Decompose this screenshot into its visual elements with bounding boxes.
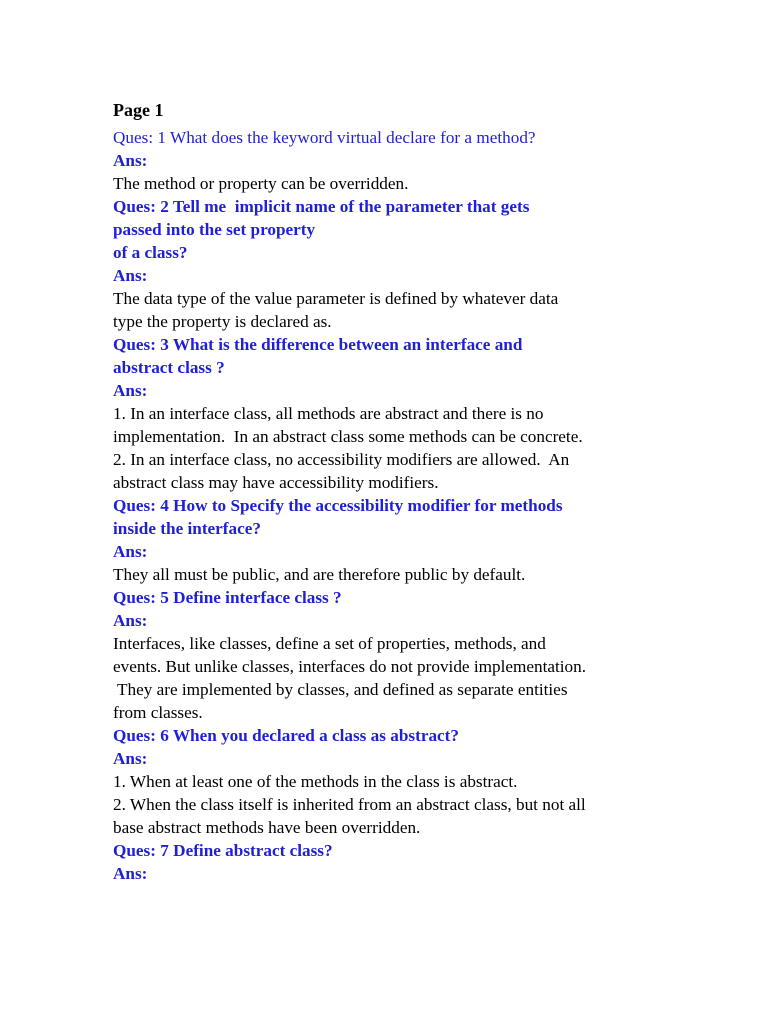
answer-text-line: abstract class may have accessibility modifiers. bbox=[113, 473, 439, 492]
question-line: Ques: 1 What does the keyword virtual declare for a method? bbox=[113, 128, 536, 147]
page-label: Page 1 bbox=[113, 100, 164, 120]
answer-text-line: from classes. bbox=[113, 703, 203, 722]
question-line: Ques: 3 What is the difference between an interface and bbox=[113, 335, 523, 354]
answer-text-line: type the property is declared as. bbox=[113, 312, 332, 331]
answer-text-line: 2. When the class itself is inherited from an abstract class, but not all bbox=[113, 795, 586, 814]
document-body bbox=[113, 126, 753, 885]
question-line: Ques: 2 Tell me implicit name of the parameter that gets bbox=[113, 197, 530, 216]
answer-text-line: They are implemented by classes, and defined as separate entities bbox=[113, 680, 568, 699]
answer-label: Ans: bbox=[113, 749, 148, 768]
question-line: passed into the set property bbox=[113, 220, 316, 239]
answer-label: Ans: bbox=[113, 542, 148, 561]
answer-text-line: base abstract methods have been overridden. bbox=[113, 818, 421, 837]
document-page bbox=[113, 99, 753, 885]
question-line: Ques: 5 Define interface class ? bbox=[113, 588, 342, 607]
answer-text-line: 1. When at least one of the methods in the class is abstract. bbox=[113, 772, 518, 791]
answer-label: Ans: bbox=[113, 611, 148, 630]
answer-label: Ans: bbox=[113, 266, 148, 285]
answer-text-line: implementation. In an abstract class some methods can be concrete. bbox=[113, 427, 583, 446]
answer-label: Ans: bbox=[113, 864, 148, 883]
question-line: Ques: 7 Define abstract class? bbox=[113, 841, 333, 860]
answer-text-line: They all must be public, and are therefore public by default. bbox=[113, 565, 526, 584]
question-line: of a class? bbox=[113, 243, 188, 262]
question-line: Ques: 4 How to Specify the accessibility modifier for methods bbox=[113, 496, 563, 515]
answer-text-line: events. But unlike classes, interfaces do not provide implementation. bbox=[113, 657, 587, 676]
answer-text-line: The method or property can be overridden. bbox=[113, 174, 409, 193]
answer-label: Ans: bbox=[113, 151, 148, 170]
question-line: Ques: 6 When you declared a class as abstract? bbox=[113, 726, 459, 745]
answer-label: Ans: bbox=[113, 381, 148, 400]
answer-text-line: 2. In an interface class, no accessibility modifiers are allowed. An bbox=[113, 450, 570, 469]
question-line: inside the interface? bbox=[113, 519, 261, 538]
question-line: abstract class ? bbox=[113, 358, 225, 377]
answer-text-line: Interfaces, like classes, define a set of properties, methods, and bbox=[113, 634, 546, 653]
answer-text-line: The data type of the value parameter is defined by whatever data bbox=[113, 289, 559, 308]
answer-text-line: 1. In an interface class, all methods are abstract and there is no bbox=[113, 404, 544, 423]
